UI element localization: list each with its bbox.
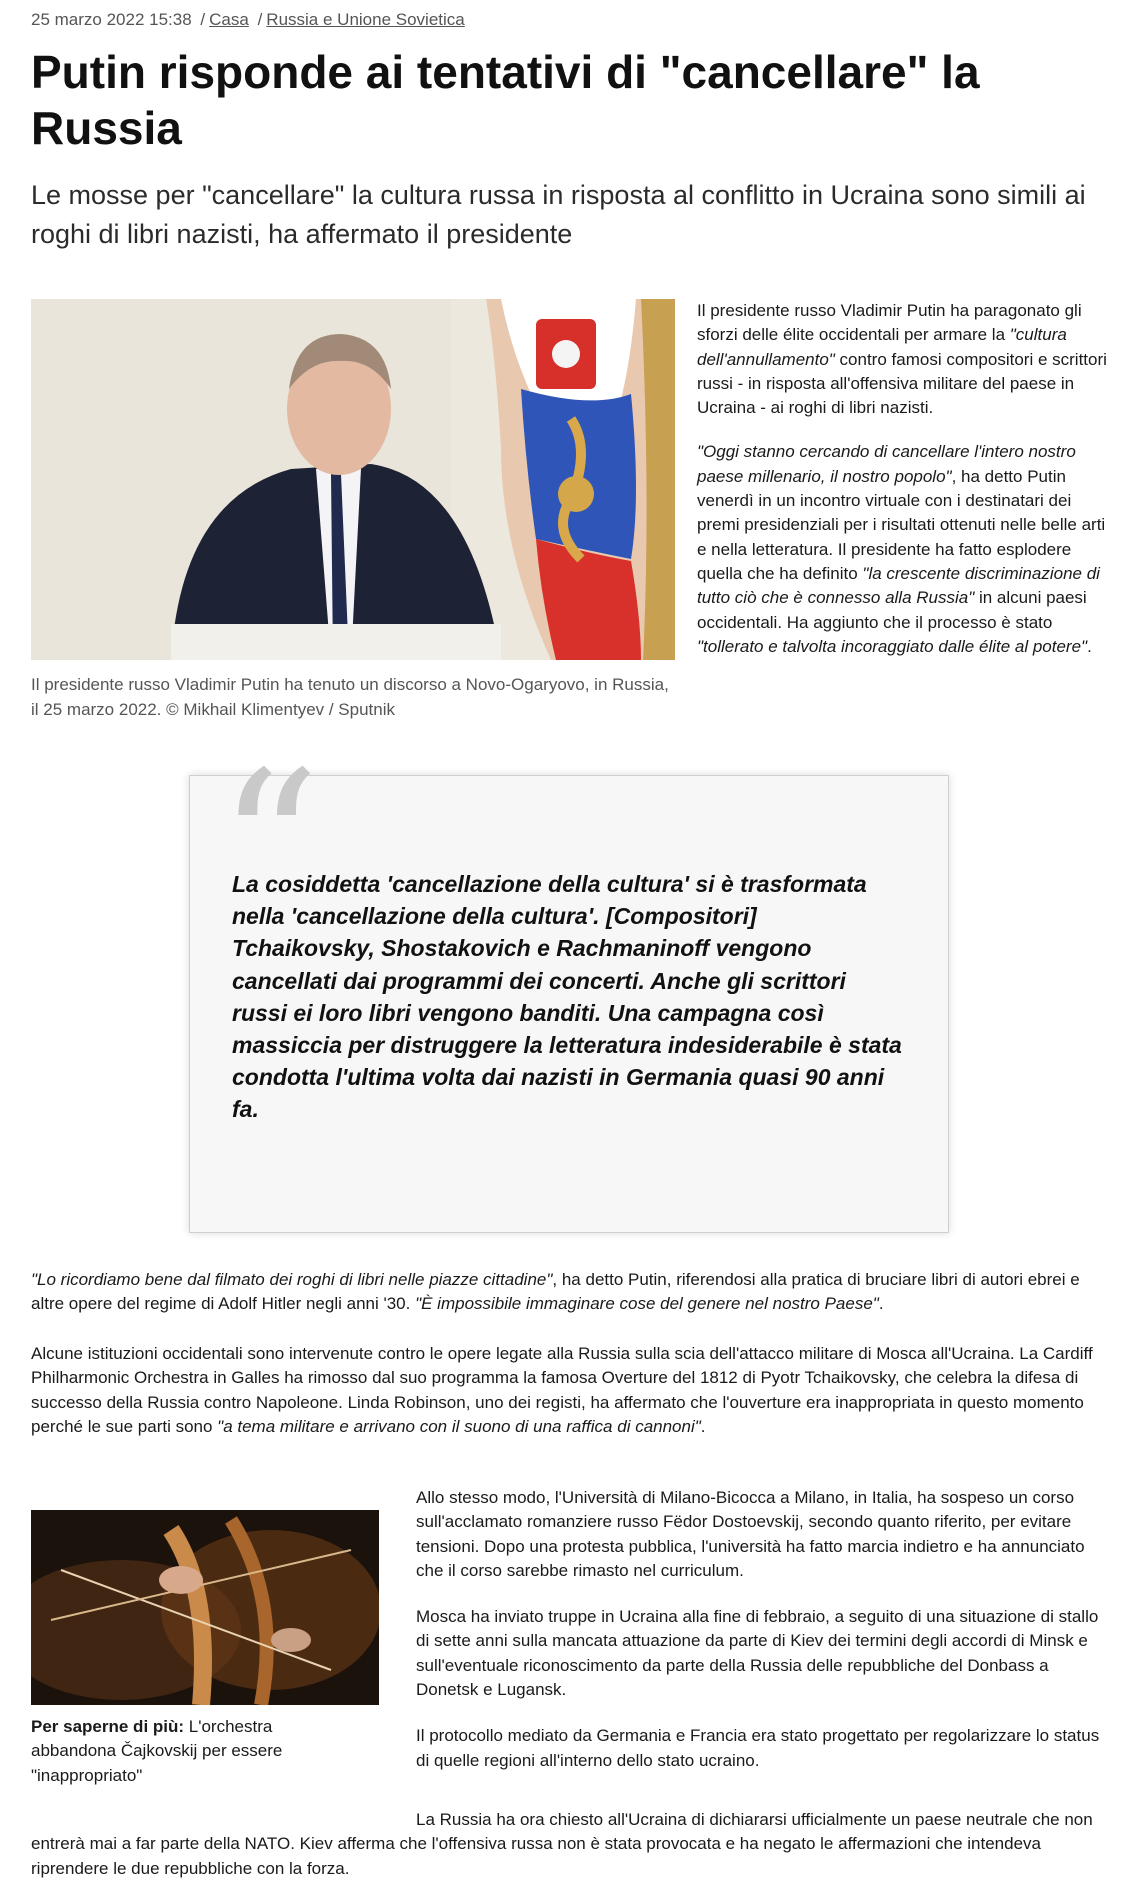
- breadcrumb-home-link[interactable]: Casa: [209, 10, 249, 29]
- quote-icon: “: [218, 729, 321, 962]
- body-paragraph-4: [31, 1342, 1106, 1439]
- article-headline: Putin risponde ai tentativi di "cancellare" la Russia: [31, 46, 980, 155]
- article-photo: [31, 299, 675, 660]
- photo-caption: Il presidente russo Vladimir Putin ha tenuto un discorso a Novo-Ogaryovo, in Russia, il 25 marzo 2022. © Mikhail Klimentyev / Sputnik: [31, 675, 669, 719]
- breadcrumb-separator: /: [257, 10, 263, 29]
- body-paragraph-6: Mosca ha inviato truppe in Ucraina alla fine di febbraio, a seguito di una situazione di stallo di sette anni sulla mancata attuazione da parte di Kiev dei termini degli accordi di Minsk e sull'eventuale riconoscimento da parte della Russia delle repubbliche del Donbass a Donetsk e Lugansk.: [416, 1607, 1099, 1700]
- quoted-phrase: "tollerato e talvolta incoraggiato dalle élite al potere": [697, 636, 1088, 656]
- text-run: .: [878, 1294, 884, 1314]
- text-run: , ha detto Putin, riferendosi alla pratica di bruciare libri di autori ebrei e altre opere del regime di Adolf Hitler negli anni '30.: [31, 1270, 1080, 1314]
- pull-quote-text: La cosiddetta 'cancellazione della cultura' si è trasformata nella 'cancellazione della cultura'. [Compositori] Tchaikovsky, Shostakovich e Rachmaninoff vengono cancellati dai programmi dei concerti. Anche gli scrittori russi ei loro libri vengono banditi. Una campagna così massiccia per distruggere la letteratura indesiderabile è stata condotta l'ultima volta dai nazisti in Germania quasi 90 anni fa.: [232, 871, 902, 1123]
- text-run: .: [700, 1416, 706, 1436]
- body-paragraph-3: [31, 1268, 1106, 1317]
- orchestra-photo-illustration: [31, 1510, 379, 1705]
- article-meta: [31, 10, 465, 30]
- body-paragraph-7: Il protocollo mediato da Germania e Francia era stato progettato per regolarizzare lo status di quelle regioni all'interno dello stato ucraino.: [416, 1726, 1100, 1770]
- intro-paragraph-2: [697, 440, 1107, 659]
- breadcrumb-separator: /: [200, 10, 206, 29]
- related-title[interactable]: L'orchestra abbandona Čajkovskij per essere "inappropriato": [31, 1717, 283, 1785]
- intro-column: [697, 299, 1107, 679]
- body-paragraph-5: Allo stesso modo, l'Università di Milano-Bicocca a Milano, in Italia, ha sospeso un corso sull'acclamato romanziere russo Fëdor Dostoevskij, secondo quanto riferito, per evitare tensioni. Dopo una protesta pubblica, l'università ha fatto marcia indietro e ha annunciato che il corso sarebbe rimasto nel curriculum.: [416, 1488, 1085, 1580]
- quoted-phrase: "Lo ricordiamo bene dal filmato dei roghi di libri nelle piazze cittadine": [31, 1270, 553, 1289]
- breadcrumb-category-link[interactable]: Russia e Unione Sovietica: [266, 10, 465, 29]
- body-column-lower: [416, 1486, 1106, 1795]
- related-label: Per saperne di più:: [31, 1717, 185, 1736]
- quoted-phrase: "la crescente discriminazione di tutto ciò che è connesso alla Russia": [697, 563, 1100, 608]
- text-run: , ha detto Putin venerdì in un incontro virtuale con i destinatari dei premi presidenziali per i risultati ottenuti nelle belle arti e nella letteratura. Il presidente ha fatto esplodere quella che ha definito: [697, 466, 1106, 583]
- related-article-link[interactable]: [31, 1715, 351, 1788]
- text-run: Il presidente russo Vladimir Putin ha paragonato gli sforzi delle élite occidentali per armare la: [697, 301, 1082, 345]
- putin-photo-illustration: [31, 299, 675, 660]
- text-run: Alcune istituzioni occidentali sono intervenute contro le opere legate alla Russia sulla scia dell'attacco militare di Mosca all'Ucraina. La Cardiff Philharmonic Orchestra in Galles ha rimosso dal suo programma la famosa Overture del 1812 di Pyotr Tchaikovsky, che celebra la difesa di successo della Russia contro Napoleone. Linda Robinson, uno dei registi, ha affermato che l'ouverture era inappropriata in questo momento perché le sue parti sono: [31, 1344, 1093, 1436]
- text-run: in alcuni paesi occidentali. Ha aggiunto che il processo è stato: [697, 588, 1087, 632]
- text-run: .: [1087, 636, 1092, 656]
- text-run: contro famosi compositori e scrittori russi - in risposta all'offensiva militare del paese in Ucraina - ai roghi di libri nazisti.: [697, 349, 1107, 418]
- pull-quote: [189, 729, 949, 1233]
- related-article-thumbnail[interactable]: [31, 1510, 379, 1705]
- intro-paragraph-1: [697, 299, 1107, 420]
- quoted-phrase: "a tema militare e arrivano con il suono di una raffica di cannoni": [217, 1416, 701, 1436]
- quoted-phrase: "cultura dell'annullamento": [697, 325, 1067, 369]
- publish-date: 25 marzo 2022 15:38: [31, 10, 192, 29]
- body-paragraph-8: La Russia ha ora chiesto all'Ucraina di dichiararsi ufficialmente un paese neutrale che non entrerà mai a far parte della NATO. Kiev afferma che l'offensiva russa non è stata provocata e ha negato le affermazioni che intendeva riprendere le due repubbliche con la forza.: [31, 1810, 1093, 1878]
- article-subtitle: Le mosse per "cancellare" la cultura russa in risposta al conflitto in Ucraina sono simili ai roghi di libri nazisti, ha affermato il presidente: [31, 180, 1086, 250]
- quoted-phrase: "Oggi stanno cercando di cancellare l'intero nostro paese millenario, il nostro popolo": [697, 442, 1076, 486]
- quoted-phrase: "È impossibile immaginare cose del genere nel nostro Paese": [415, 1294, 879, 1314]
